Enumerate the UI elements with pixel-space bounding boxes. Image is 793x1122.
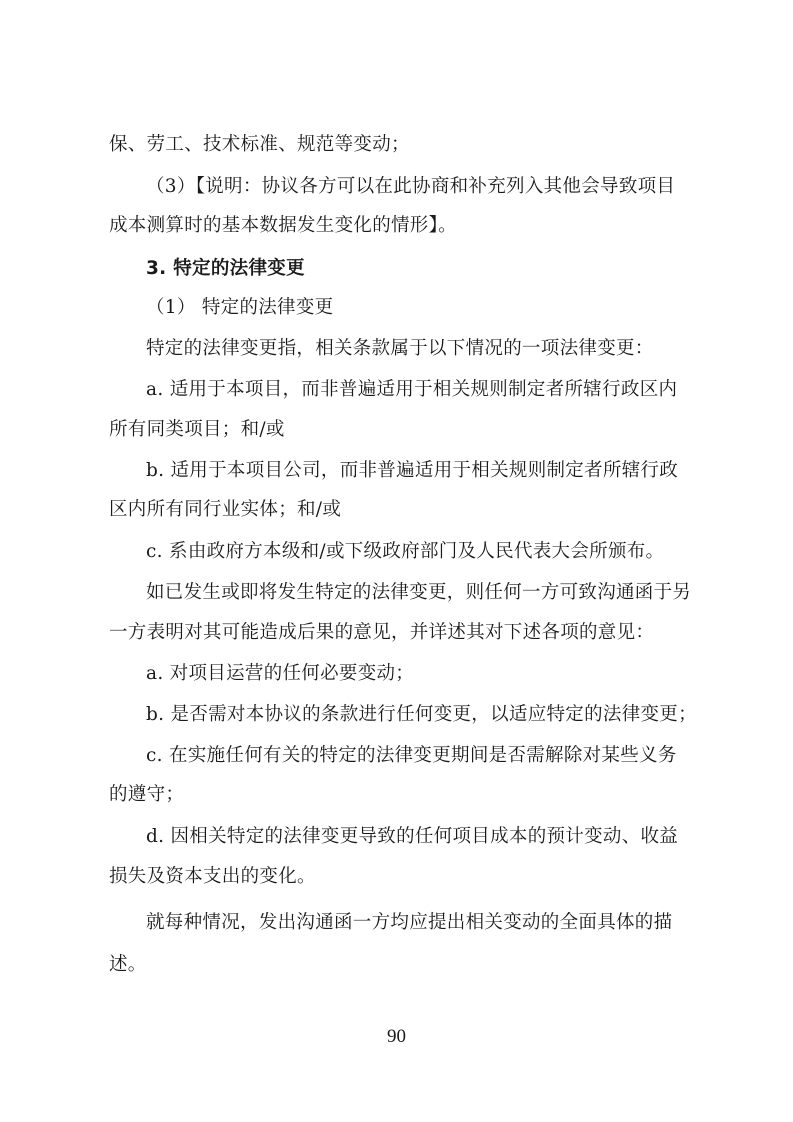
- list-item-b-cont: 区内所有同行业实体；和/或: [109, 499, 342, 520]
- list-item-a: a. 适用于本项目，而非普遍适用于相关规则制定者所辖行政区内: [146, 379, 678, 400]
- list-item-b: b. 适用于本项目公司，而非普遍适用于相关规则制定者所辖行政: [146, 460, 679, 481]
- definition-paragraph: 特定的法律变更指，相关条款属于以下情况的一项法律变更：: [146, 338, 654, 359]
- closing-paragraph: 就每种情况，发出沟通函一方均应提出相关变动的全面具体的描: [146, 912, 673, 933]
- notice-paragraph: 如已发生或即将发生特定的法律变更，则任何一方可致沟通函于另: [146, 582, 692, 603]
- subsection-heading: （1） 特定的法律变更: [146, 297, 334, 318]
- text-line-item-3-cont: 成本测算时的基本数据发生变化的情形】。: [109, 215, 457, 236]
- opinion-item-a: a. 对项目运营的任何必要变动；: [146, 663, 415, 684]
- opinion-item-b: b. 是否需对本协议的条款进行任何变更，以适应特定的法律变更；: [146, 704, 697, 725]
- opinion-item-d-cont: 损失及资本支出的变化。: [109, 866, 316, 887]
- opinion-item-d: d. 因相关特定的法律变更导致的任何项目成本的预计变动、收益: [146, 826, 679, 847]
- closing-paragraph-cont: 述。: [109, 954, 147, 975]
- section-heading: 3. 特定的法律变更: [146, 258, 305, 279]
- opinion-item-c: c. 在实施任何有关的特定的法律变更期间是否需解除对某些义务: [146, 745, 677, 766]
- list-item-a-cont: 所有同类项目；和/或: [109, 419, 285, 440]
- notice-paragraph-cont: 一方表明对其可能造成后果的意见，并详述其对下述各项的意见：: [109, 622, 655, 643]
- text-line-item-3: （3）【说明：协议各方可以在此协商和补充列入其他会导致项目: [146, 176, 676, 197]
- text-line-continuation: 保、劳工、技术标准、规范等变动；: [109, 134, 410, 155]
- list-item-c: c. 系由政府方本级和/或下级政府部门及人民代表大会所颁布。: [146, 541, 665, 562]
- opinion-item-c-cont: 的遵守；: [109, 784, 185, 805]
- page-number: 90: [387, 1026, 406, 1047]
